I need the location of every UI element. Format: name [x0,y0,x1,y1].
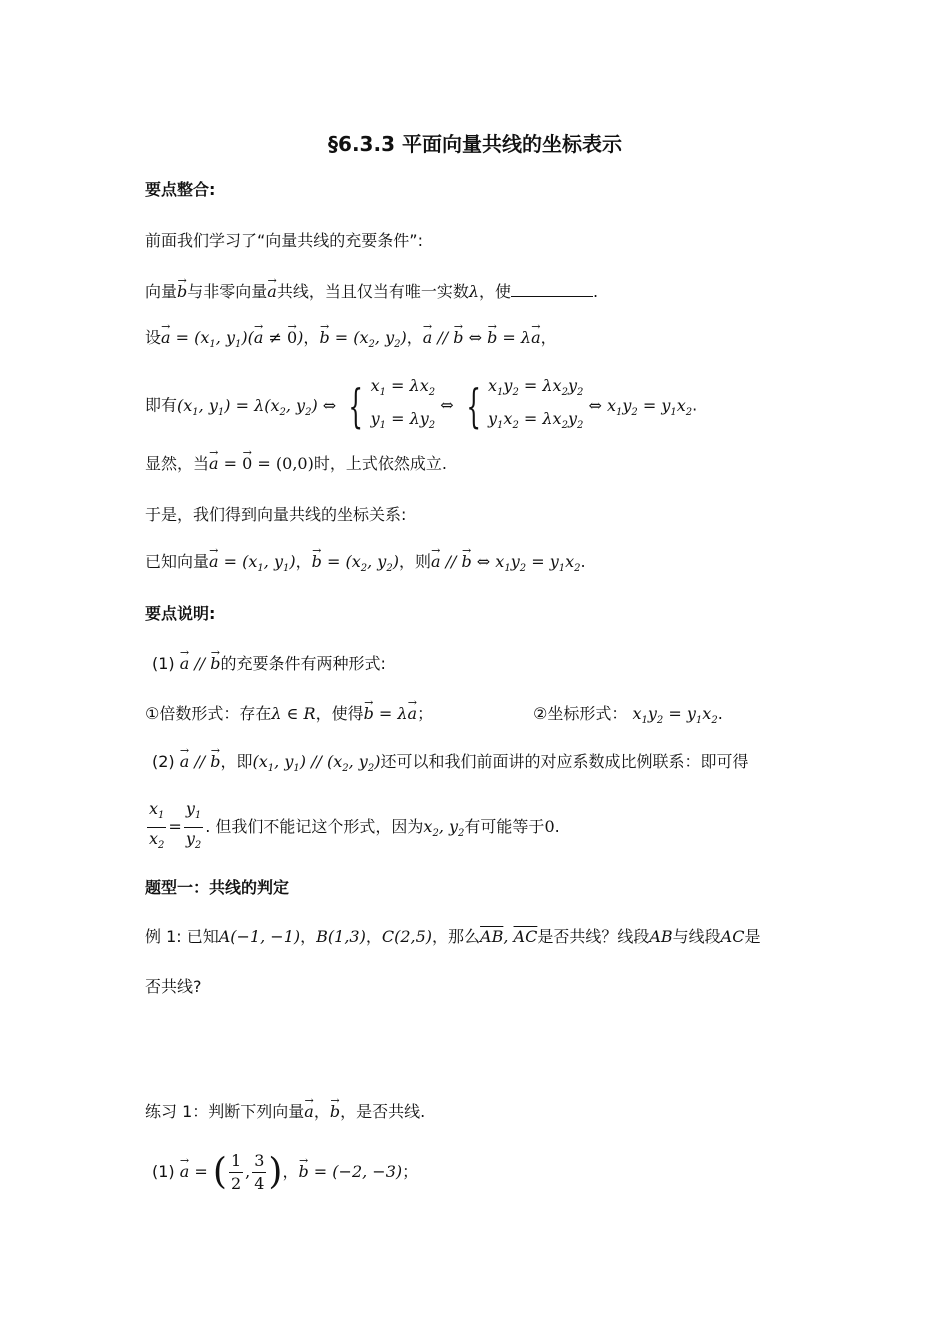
conclusion-intro: 于是，我们得到向量共线的坐标关系: [145,505,407,524]
collinear-condition-line: 向量→ b与非零向量→ a共线，当且仅当有唯一实数λ，使 . [145,280,598,304]
zero-vector-note: 显然，当→ a = → 0 = (0,0)时，上式依然成立. [145,452,447,476]
section-heading-type-1: 题型一：共线的判定 [145,878,290,897]
practice-1: 练习 1：判断下列向量→ a，→ b，是否共线. [145,1100,425,1124]
answer-blank[interactable] [511,282,593,297]
note-2: (2) → a // → b，即($x_1$, $y_1) // (x_2$, $y_2$)还可以和我们前面讲的对应系数成比例联系：即可得 [152,750,748,781]
section-heading-notes: 要点说明: [145,604,216,623]
page-title: §6.3.3 平面向量共线的坐标表示 [328,132,622,156]
note-1-coordinate-form: ②坐标形式： $x_1y_2 = y_1x_2$. [533,704,723,727]
intro-text: 前面我们学习了“向量共线的充要条件”: [145,231,423,250]
example-1-continued: 否共线? [145,977,202,996]
example-1: 例 1: 已知A(−1, −1)，B(1,3)，C(2,5)，那么$\overline{AB}$, $\overline{AC}$是否共线？线段AB与线段AC是 [145,927,761,946]
note-1: (1) → a // → b的充要条件有两种形式: [152,652,386,676]
coordinate-relation-line: 已知向量→ $a = (x_1$, $y_1$)，→ $b = (x_2$, $y_2$)，则→ a // → b ⇔ $x_1y_2 = y_1x_2$. [145,550,586,581]
section-heading-summary: 要点整合: [145,180,216,199]
coordinate-setup-line: 设→ $a = (x_1$, $y_1)(\to a$ ≠ → 0)，→ $b = (x_2$, $y_2$)，→ a // → b ⇔ → b = λ→ a， [145,326,557,357]
derivation-line: 即有($x_1$, $y_1) = \lambda(x_2$, $y_2$) ⇔ { $x_1 = \lambda x_2$ $y_1 = \lambda y_2$ ⇔ { $x_1y_2 = \lambda x_2y_2$ $y_1x_2 = \lambda x_2y_2$ ⇔ $x_1y_2 = y_1x_2$. [145,376,698,434]
note-1-forms: ①倍数形式：存在λ ∈ R，使得→ b = λ→ a； [145,702,433,726]
practice-1-question-1: (1) → a = ( $\frac{1}{2}$ , $\frac{3}{4}$ )，→ b = (−2, −3)； [152,1146,418,1199]
note-2-ratio: $\frac{x_1}{x_2}$ = $\frac{y_1}{y_2}$ . 但我们不能记这个形式，因为$x_2$, $y_2$有可能等于0. [149,799,560,852]
